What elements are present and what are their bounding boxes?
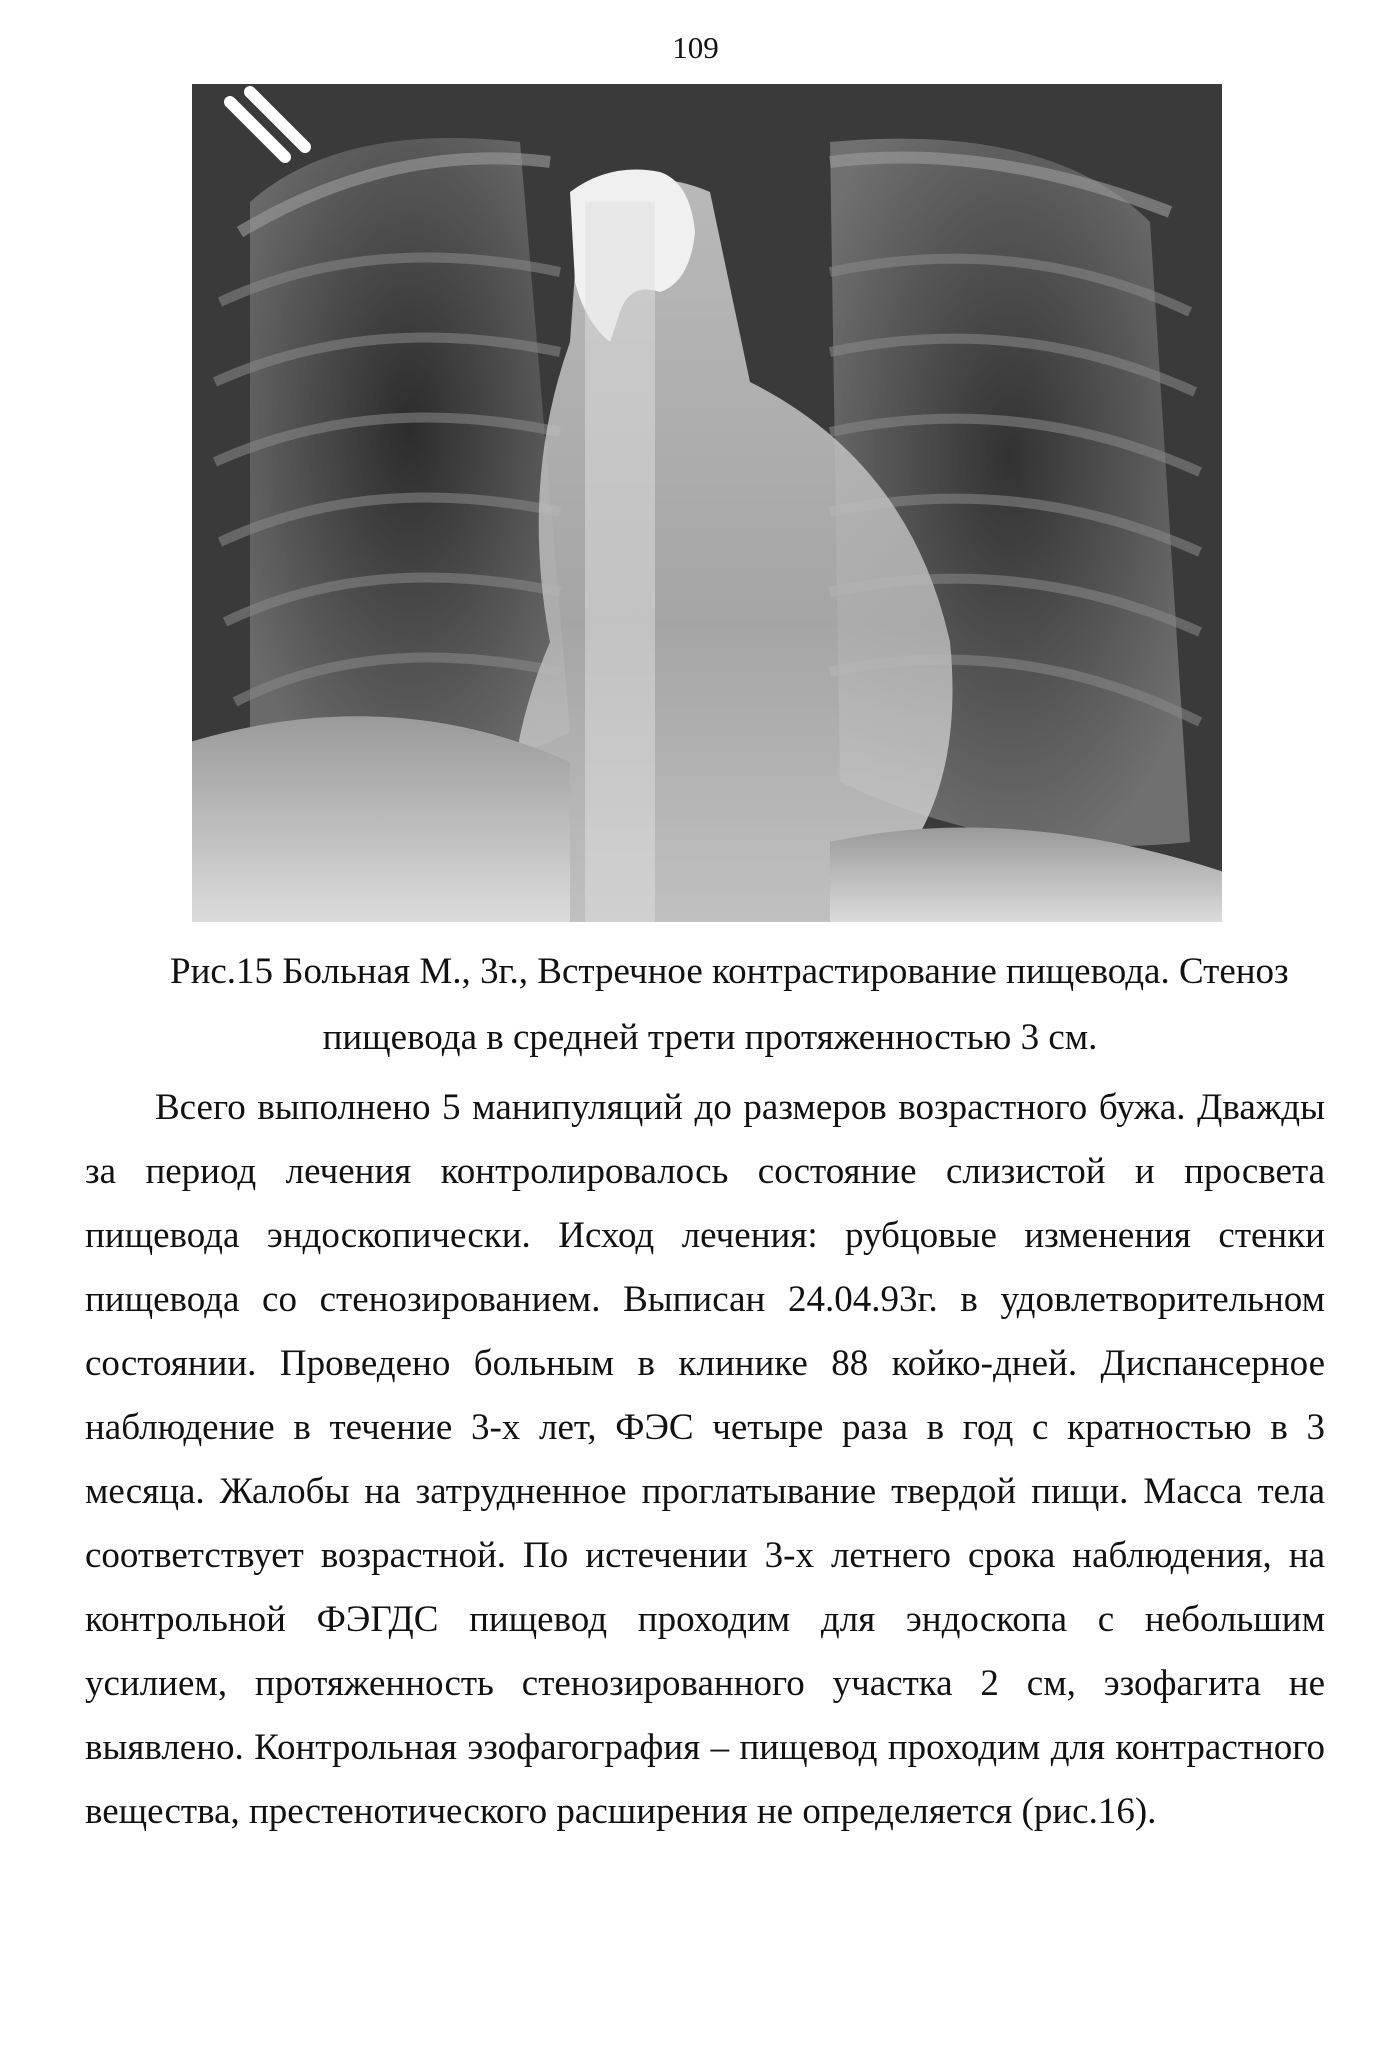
body-paragraph-text: Всего выполнено 5 манипуляций до размеров возрастного бужа. Дважды за период лечения контролировалось состояние слизистой и просвета пищевода эндоскопически. Исход лечения: рубцовые изменения стенки пищевода со стенозированием. Выписан 24.04.93г. в удовлетворительном состоянии. Проведено больным в клинике 88 койко-дней. Диспансерное наблюдение в течение 3-х лет, ФЭС четыре раза в год с кратностью в 3 месяца. Жалобы на затрудненное проглатывание твердой пищи. Масса тела соответствует возрастной. По истечении 3-х летнего срока наблюдения, на контрольной ФЭГДС пищевод проходим для эндоскопа с небольшим усилием, протяженность стенозированного участка 2 см, эзофагита не выявлено. Контрольная эзофагография – пищевод проходим для контрастного вещества, престенотического расширения не определяется (рис.16). — [85, 1087, 1325, 1832]
figure-caption-line-1: Рис.15 Больная М., 3г., Встречное контрастирование пищевода. Стеноз — [170, 951, 1289, 992]
chest-xray-image — [190, 82, 1224, 924]
body-paragraph — [85, 1076, 1325, 1844]
xray-figure — [190, 82, 1224, 924]
figure-caption-line-2: пищевода в средней трети протяженностью 3 см. — [322, 1017, 1098, 1058]
page-number: 109 — [672, 30, 719, 65]
